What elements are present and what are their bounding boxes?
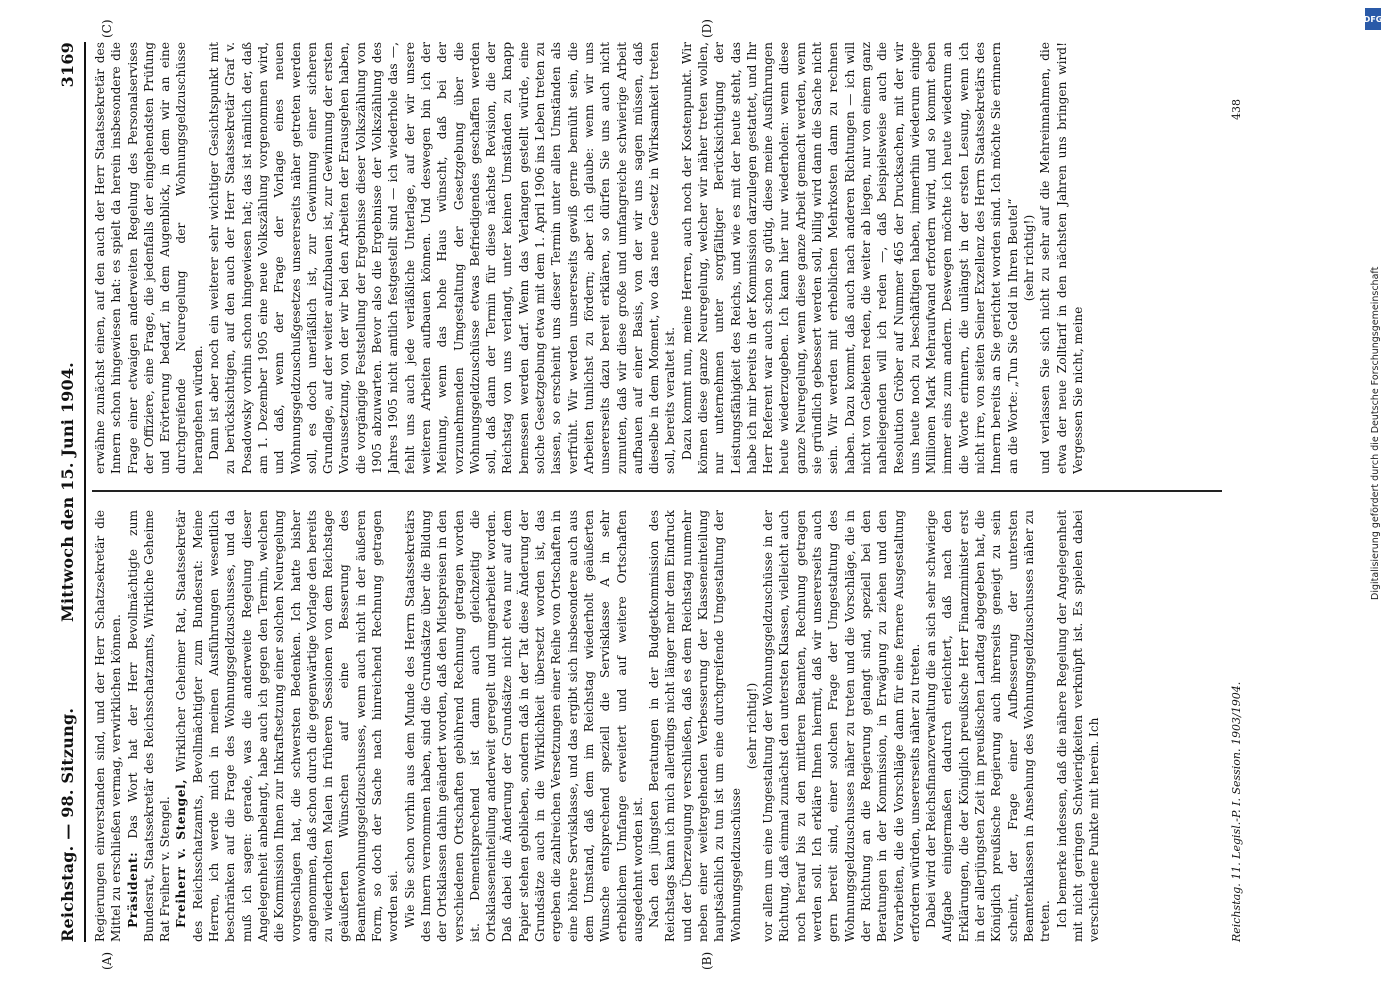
paragraph-text: Dabei wird der Reichsfinanzverwaltung die an sich sehr schwierige Aufgabe einigermaßen dadurch erleichtert, daß nach den Erklärungen, die der Königlich preußische Herr Finanzminister erst in der allerjüngsten Zeit im preußischen Landtag abgegeben hat, die Königlich preußische Regierung auch ihrerseits geneigt zu sein scheint, der Frage einer Aufbesserung der untersten Beamtenklassen in Ansehung des Wohnungsgeldzuschusses näher zu treten. — [924, 510, 1053, 942]
left-column — [92, 510, 1282, 942]
paragraph — [760, 510, 923, 942]
paragraph-text: Wie Sie schon vorhin aus dem Munde des Herrn Staatssekretärs des Innern vernommen haben, sind die Grundsätze über die Bildung der Ortsklassen dahin geändert worden, daß den Mietspreisen in den verschiedenen Ortschaften gebührend Rechnung getragen worden ist. Dementsprechend ist dann auch gleichzeitig die Ortsklasseneinteilung anderweit geregelt und umgearbeitet worden. Daß dabei die Änderung der Grundsätze nicht etwa nur auf dem Papier stehen geblieben, sondern daß in der Tat diese Änderung der Grundsätze auch in die Wirklichkeit übersetzt worden ist, das ergeben die zahlreichen Versetzungen einer Reihe von Ortschaften in eine höhere Servisklasse, und das ergibt sich insbesondere auch aus dem Umstand, daß dem im Reichstag wiederholt geäußerten Wunsche entsprechend speziell die Servisklasse A in sehr erheblichem Umfange erweitert und auf weitere Ortschaften ausgedehnt worden ist. — [402, 510, 645, 942]
paragraph — [744, 510, 760, 942]
paragraph — [402, 510, 646, 942]
paragraph — [646, 510, 744, 942]
footer-session: Reichstag. 11. Legisl.-P. I. Session. 1903/1904. — [1230, 681, 1243, 942]
paragraph-text: und verlassen Sie sich nicht zu sehr auf die Mehreinnahmen, die etwa der neue Zolltarif in den nächsten Jahren uns bringen wird! Vergessen Sie nicht, meine — [1038, 42, 1085, 474]
paragraph-text: Dann ist aber noch ein weiterer sehr wichtiger Gesichtspunkt mit zu berücksichtigen, auf den auch der Herr Staatssekretär Graf v. Posadowsky vorhin schon hingewiesen hat; das ist nämlich der, daß am 1. Dezember 1905 eine neue Volkszählung vorgenommen wird, und daß, wenn der Frage der Vorlage eines neuen Wohnungsgeldzuschußgesetzes unsererseits näher getreten werden soll, es doch unerläßlich ist, zur Gewinnung einer sicheren Grundlage, auf der weiter aufzubauen ist, zur Gewinnung der ersten Voraussetzung, von der wir bei den Arbeiten der Erausgehen haben, die vorgängige Feststellung der Ergebnisse dieser Volkszählung von 1905 abzuwarten. Bevor also die Ergebnisse der Volkszählung des Jahres 1905 nicht amtlich festgestellt sind — ich wiederhole das —, fehlt uns auch jede verläßliche Unterlage, auf der wir unsere weiteren Arbeiten aufbauen können. Und deswegen bin ich der Meinung, wenn das hohe Haus wünscht, daß bei der vorzunehmenden Umgestaltung der Gesetzgebung über die Wohnungsgeldzuschüsse etwas Befriedigendes geschaffen werden soll, daß dann der Termin für diese nächste Revision, die der Reichstag von uns verlangt, unter keinen Umständen zu knapp bemessen werden darf. Wenn das Verlangen gestellt würde, eine solche Gesetzgebung etwa mit dem 1. April 1906 ins Leben treten zu lassen, so erscheint uns dieser Termin unter allen Umständen als verfrüht. Wir werden unsererseits gewiß gerne bemüht sein, die Arbeiten tunlichst zu fördern; aber ich glaube: wenn wir uns unsererseits dazu bereit erklären, so dürfen Sie uns auch nicht zumuten, daß wir diese große und umfangreiche schwierige Arbeit aufbauen auf einer Basis, von der wir uns sagen müssen, daß dieselbe in dem Moment, wo das neue Gesetz in Wirksamkeit treten soll, bereits veraltet ist. — [207, 42, 678, 474]
header-page-number: 3169 — [58, 42, 77, 88]
paragraph — [1054, 510, 1103, 942]
margin-letter-d: (D) — [700, 19, 714, 38]
margin-letter-b: (B) — [700, 951, 714, 970]
margin-letter-a: (A) — [100, 951, 114, 970]
paragraph-text: (sehr richtig!) — [744, 682, 759, 770]
digitization-text: Digitalisierung gefördert durch die Deutsche Forschungsgemeinschaft — [1370, 266, 1381, 600]
paragraph — [923, 510, 1053, 942]
paragraph — [679, 42, 1021, 474]
paragraph-text: Das Wort hat der Herr Bevollmächtigte zum Bundesrat, Staatssekretär des Reichsschatzamts, Wirkliche Geheime Rat Freiherr v. Stengel. — [125, 510, 173, 942]
paragraph-text: Ich bemerke indessen, daß die nähere Regelung der Angelegenheit mit nicht geringen Schwierigkeiten verknüpft ist. Es spielen dabei verschiedene Punkte mit herein. Ich — [1054, 510, 1102, 942]
paragraph-text: vor allem um eine Umgestaltung der Wohnungsgeldzuschüsse in der Richtung, daß einmal zunächst den untersten Klassen, vielleicht auch noch herauf bis zu den mittleren Beamten, Rechnung getragen werden soll. Ich erkläre Ihnen hiermit, daß wir unsererseits auch gern bereit sind, einer solchen Frage der Umgestaltung des Wohnungsgeldzuschusses näher zu treten und die Vorschläge, die in der Richtung an die Regierung gelangt sind, speziell bei den Beratungen in der Kommission, in Erwägung zu ziehen und den Vorarbeiten, die die Vorschläge dann für eine fernere Ausgestaltung erfordern würden, unsererseits näher zu treten. — [761, 510, 922, 942]
paragraph-text: erwähne zunächst einen, auf den auch der Herr Staatssekretär des Innern schon hingewiesen hat: es spielt da herein insbesondere die Frage einer etwaigen anderweiten Regelung des Personalservises der Offiziere, eine Frage, die jedenfalls der eingehendsten Prüfung und Erörterung bedarf, in dem Augenblick, in dem wir an eine durchgreifende Neuregelung der Wohnungsgeldzuschüsse herangehen würden. — [93, 42, 205, 474]
column-rule — [92, 491, 1222, 493]
paragraph-text: Dazu kommt nun, meine Herren, auch noch der Kostenpunkt. Wir können diese ganze Neuregelung, welcher wir näher treten wollen, nur unternehmen unter sorgfältiger Berücksichtigung der Leistungsfähigkeit des Reichs, und wie es mit der heute steht, das habe ich mir bereits in der Kommission darzulegen gestattet, und Ihr Herr Referent war auch schon so gütig, diese meine Ausführungen heute wiederzugeben. Ich kann hier nur wiederholen: wenn diese ganze Neuregelung, wenn diese ganze Arbeit gemacht werden, wenn sie gründlich gebessert werden soll, billig wird dann die Sache nicht sein. Wir werden mit erheblichen Mehrkosten dann zu rechnen haben. Dazu kommt, daß auch nach anderen Richtungen — ich will nicht von Gebieten reden, die weiter ab liegen, nur von einem ganz naheliegenden will ich reden —, daß beispielsweise auch die Resolution Gröber auf Nummer 465 der Drucksachen, mit der wir uns heute noch zu beschäftigen haben, immerhin wiederum einige Millionen Mark Mehraufwand erfordern wird, und so kommt eben immer eins zum andern. Deswegen möchte ich heute wiederum an die Worte erinnern, die unlängst in der ersten Lesung, wenn ich nicht irre, von seiten Seiner Exzellenz des Herrn Staatssekretärs des Innern bereits an Sie gerichtet worden sind. Ich möchte Sie erinnern an die Worte: „Tun Sie Geld in Ihren Beutel“ — [679, 42, 1020, 474]
paragraph — [92, 510, 125, 942]
paragraph — [1021, 42, 1037, 474]
paragraph-text: Regierungen einverstanden sind, und der Herr Schatzsekretär die Mittel zu erschließen vermag, verwirklichen können. — [93, 510, 124, 942]
speaker-name: Freiherr v. Stengel, — [174, 778, 189, 928]
speaker-name: Präsident: — [125, 851, 140, 928]
digitization-note — [1368, 40, 1382, 600]
paragraph — [125, 510, 174, 942]
dfg-logo: DFG — [1365, 8, 1381, 30]
header-date: Mittwoch den 15. Juni 1904. — [58, 362, 77, 622]
right-column — [92, 42, 1282, 474]
header-session: Reichstag. — 98. Sitzung. — [58, 707, 77, 942]
paragraph — [173, 510, 401, 942]
footer-sheet-number: 438 — [1230, 99, 1243, 120]
paragraph — [206, 42, 679, 474]
margin-letter-c: (C) — [100, 19, 114, 38]
paragraph-text: Nach den jüngsten Beratungen in der Budgetkommission des Reichstags kann ich mich allerdings nicht länger mehr dem Eindruck und der Überzeugung verschließen, daß es dem Reichstag nunmehr neben einer weitergehenden Verbesserung der Klasseneinteilung hauptsächlich zu tun ist um eine durchgreifende Umgestaltung der Wohnungsgeldzuschüsse — [647, 510, 743, 942]
paragraph — [92, 42, 206, 474]
paragraph-text: (sehr richtig!) — [1021, 214, 1036, 302]
header-rule — [84, 42, 86, 942]
paragraph — [1037, 42, 1086, 474]
paragraph-text: Wirklicher Geheimer Rat, Staatssekretär des Reichsschatzamts, Bevollmächtigter zum Bundesrat: Meine Herren, ich werde mich in meinen Ausführungen wesentlich beschränken auf die Frage des Wohnungsgeldzuschusses, und da muß ich sagen: gerade, was die anderweite Regelung dieser Angelegenheit anbelangt, habe auch ich gegen den Termin, welchen die Kommission Ihnen zur Inkraftsetzung einer solchen Neuregelung vorgeschlagen hat, die schwersten Bedenken. Ich hatte bisher angenommen, daß schon durch die gegenwärtige Vorlage den bereits zu wiederholten Malen in früheren Sessionen von dem Reichstage geäußerten Wünschen auf eine Besserung des Beamtenwohnungsgeldzuschusses, wenn auch nicht in der äußeren Form, so doch der Sache nach hinreichend Rechnung getragen worden sei. — [174, 510, 401, 942]
page-header — [58, 42, 86, 942]
